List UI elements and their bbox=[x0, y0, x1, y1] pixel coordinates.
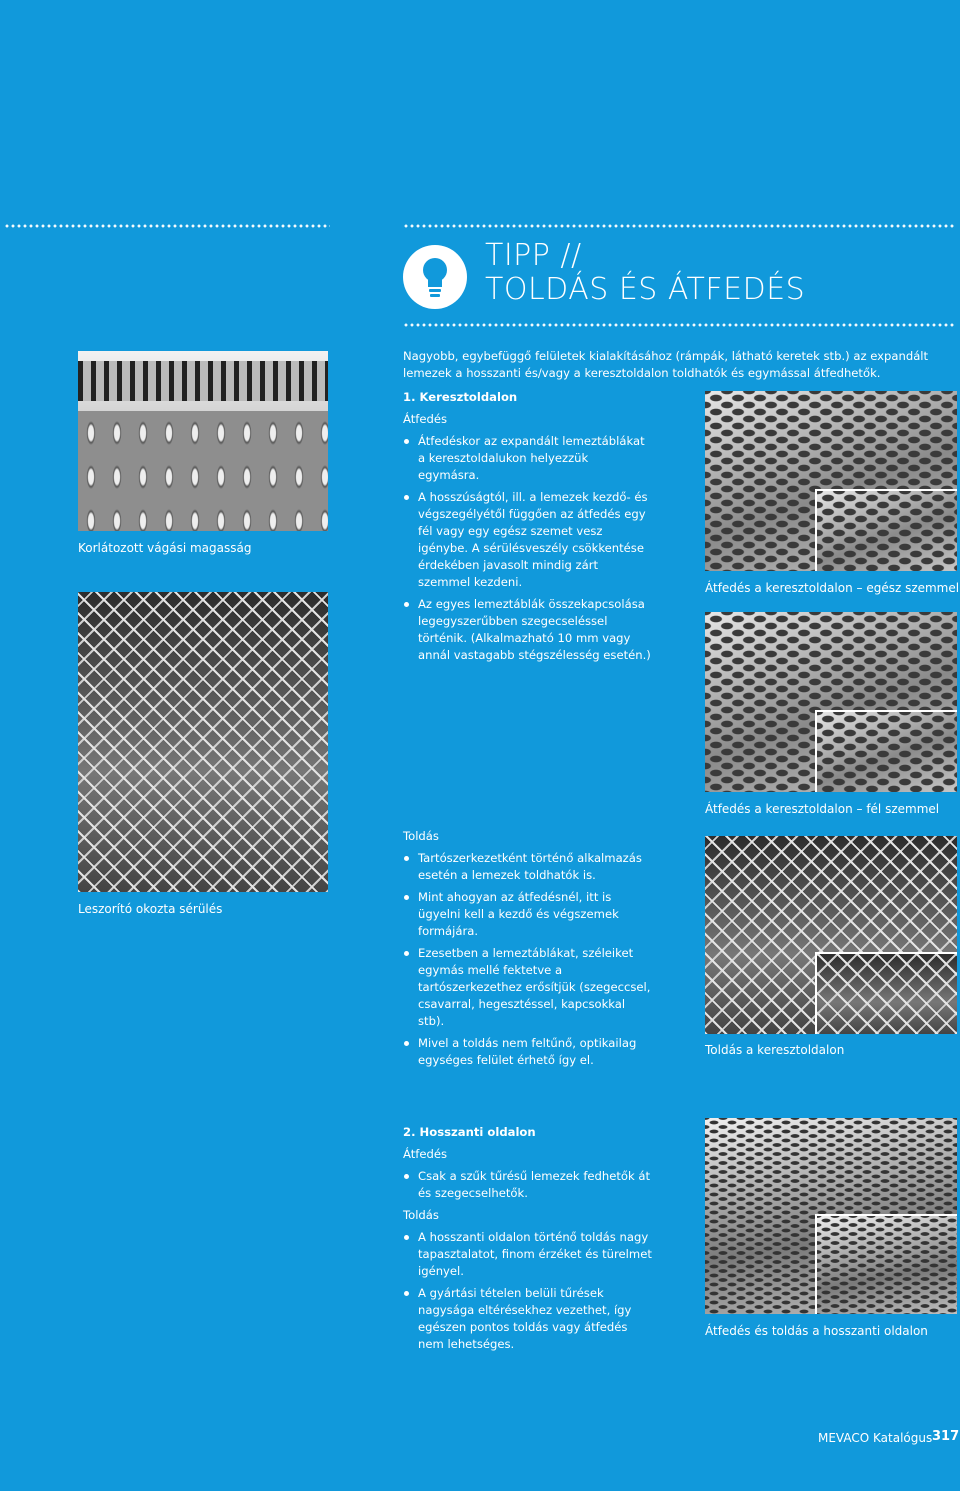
list-item: A hosszúságtól, ill. a lemezek kezdő- és végszegélyétől függően az átfedés egy fél vagy egy egész szemet vesz igénybe. A sérülésveszély csökkentése érdekében javasolt mindig zárt szemmel kezdeni. bbox=[403, 489, 653, 591]
longitudinal-photo bbox=[705, 1118, 957, 1314]
joining-cross-inset bbox=[817, 954, 957, 1034]
list-item: A hosszanti oldalon történő toldás nagy tapasztalatot, finom érzéket és türelmet igényel. bbox=[403, 1229, 653, 1280]
joining-cross-photo bbox=[705, 836, 957, 1034]
caption-overlap-full-mesh: Átfedés a keresztoldalon – egész szemmel bbox=[705, 581, 960, 595]
list-item: Mint ahogyan az átfedésnél, itt is ügyelni kell a kezdő és végszemek formájára. bbox=[403, 889, 653, 940]
section1-joining-label: Toldás bbox=[403, 829, 439, 843]
overlap-half-mesh-inset bbox=[817, 712, 957, 792]
intro-paragraph: Nagyobb, egybefüggő felületek kialakításához (rámpák, látható keretek stb.) az expandált lemezek a hosszanti és/vagy a keresztoldalon toldhatók és egymással átfedhetők. bbox=[403, 349, 929, 380]
list-item: Ezesetben a lemeztáblákat, széleiket egymás mellé fektetve a tartószerkezethez erősítjük (szegeccsel, csavarral, hegesztéssel, kapcsokkal stb). bbox=[403, 945, 653, 1030]
page-number: 317 bbox=[932, 1429, 960, 1444]
top-dotted-rule-left bbox=[4, 224, 330, 228]
list-item: Csak a szűk tűrésű lemezek fedhetők át és szegecselhetők. bbox=[403, 1168, 653, 1202]
section2-overlap-list bbox=[403, 1168, 653, 1207]
overlap-full-mesh-inset bbox=[817, 491, 957, 571]
caption-longitudinal: Átfedés és toldás a hosszanti oldalon bbox=[705, 1324, 928, 1338]
caption-limited-cutting-height: Korlátozott vágási magasság bbox=[78, 541, 252, 555]
list-item: A gyártási tételen belüli tűrések nagysága eltérésekhez vezethet, így egészen pontos toldás vagy átfedés nem lehetséges. bbox=[403, 1285, 653, 1353]
overlap-full-mesh-photo bbox=[705, 391, 957, 571]
footer-catalog-name: MEVACO Katalógus bbox=[818, 1431, 933, 1445]
section2-heading-number: 2. bbox=[403, 1125, 416, 1139]
top-dotted-rule-right bbox=[403, 224, 956, 228]
caption-overlap-half-mesh: Átfedés a keresztoldalon – fél szemmel bbox=[705, 802, 940, 816]
overlap-half-mesh-photo bbox=[705, 612, 957, 792]
page-title-line1: TIPP // bbox=[485, 238, 582, 273]
section1-heading: 1. Keresztoldalon bbox=[403, 390, 518, 404]
section1-joining-list bbox=[403, 850, 653, 1074]
clamp-damage-photo bbox=[78, 592, 328, 892]
section2-heading bbox=[403, 1124, 536, 1141]
section2-joining-label: Toldás bbox=[403, 1208, 439, 1222]
header-dotted-rule bbox=[403, 323, 956, 327]
section2-overlap-label: Átfedés bbox=[403, 1147, 448, 1161]
section2-joining-list bbox=[403, 1229, 653, 1358]
list-item: Az egyes lemeztáblák összekapcsolása legegyszerűbben szegecseléssel történik. (Alkalmazható 10 mm vagy annál vastagabb stégszélesség esetén.) bbox=[403, 596, 653, 664]
section1-overlap-label: Átfedés bbox=[403, 412, 448, 426]
list-item: Átfedéskor az expandált lemeztáblákat a keresztoldalukon helyezzük egymásra. bbox=[403, 433, 653, 484]
list-item: Tartószerkezetként történő alkalmazás esetén a lemezek toldhatók is. bbox=[403, 850, 653, 884]
lightbulb-icon bbox=[403, 245, 467, 309]
caption-joining-cross: Toldás a keresztoldalon bbox=[705, 1043, 845, 1057]
longitudinal-inset bbox=[817, 1216, 957, 1314]
list-item: Mivel a toldás nem feltűnő, optikailag egységes felület érhető így el. bbox=[403, 1035, 653, 1069]
section1-overlap-list bbox=[403, 433, 653, 669]
caption-clamp-damage: Leszorító okozta sérülés bbox=[78, 902, 223, 916]
page-title-line2: TOLDÁS ÉS ÁTFEDÉS bbox=[485, 272, 806, 307]
cutter-photo bbox=[78, 351, 328, 531]
section2-heading-text: Hosszanti oldalon bbox=[419, 1125, 536, 1139]
